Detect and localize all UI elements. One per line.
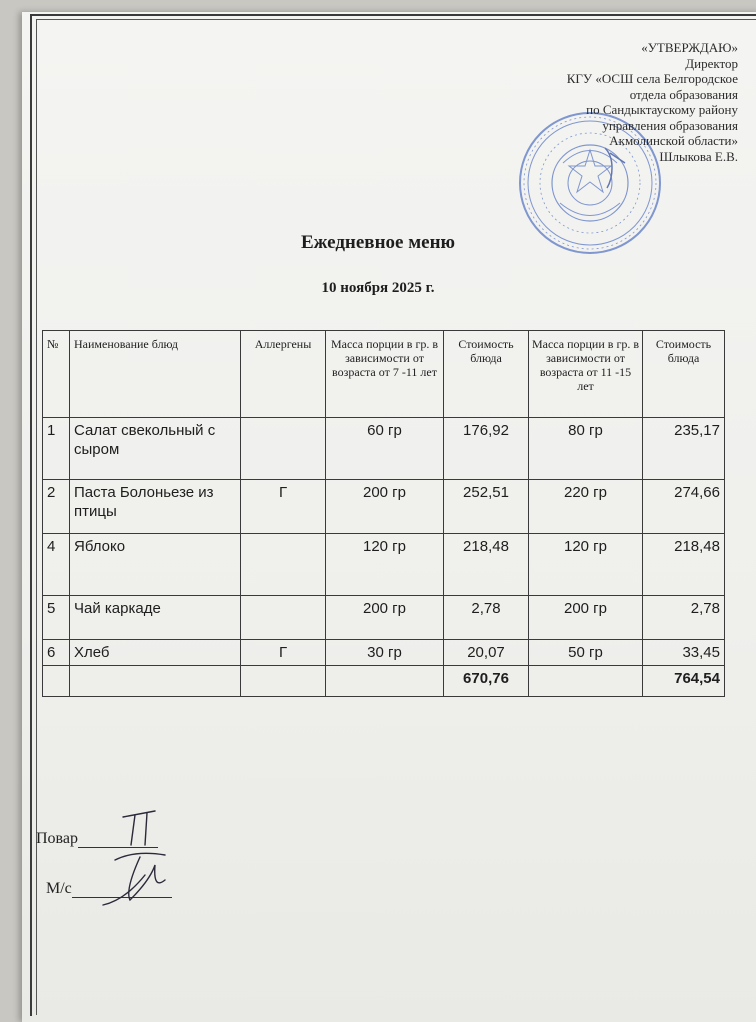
menu-table xyxy=(42,330,725,697)
cost-11-15: 274,66 xyxy=(643,480,725,534)
dish-name: Хлеб xyxy=(70,640,241,666)
cost-7-11: 252,51 xyxy=(444,480,529,534)
table-row xyxy=(43,640,725,666)
empty-cell xyxy=(529,666,643,697)
cook-label: Повар xyxy=(36,830,78,847)
header-allergens: Аллергены xyxy=(241,331,326,418)
approval-line: Акмолинской области» xyxy=(609,133,738,148)
table-row xyxy=(43,534,725,596)
approval-line: управления образования xyxy=(602,117,738,133)
handwritten-signature xyxy=(95,805,195,915)
totals-row xyxy=(43,666,725,697)
mass-11-15: 120 гр xyxy=(529,534,643,596)
row-num: 4 xyxy=(43,534,70,596)
menu-date: 10 ноября 2025 г. xyxy=(321,280,435,296)
row-num: 6 xyxy=(43,640,70,666)
approval-line: по Сандыктаускому району xyxy=(586,102,738,117)
cost-11-15: 235,17 xyxy=(643,418,725,480)
allergens xyxy=(241,596,326,640)
row-num: 5 xyxy=(43,596,70,640)
mass-11-15: 80 гр xyxy=(529,418,643,480)
mass-11-15: 220 гр xyxy=(529,480,643,534)
total-cost-11-15: 764,54 xyxy=(643,666,725,697)
table-header-row xyxy=(43,331,725,418)
mass-7-11: 120 гр xyxy=(326,534,444,596)
dish-name: Паста Болоньезе из птицы xyxy=(70,480,241,534)
allergens: Г xyxy=(241,480,326,534)
allergens xyxy=(241,534,326,596)
cost-7-11: 2,78 xyxy=(444,596,529,640)
cost-11-15: 218,48 xyxy=(643,534,725,596)
dish-name: Яблоко xyxy=(70,534,241,596)
header-num: № xyxy=(43,331,70,418)
cost-7-11: 176,92 xyxy=(444,418,529,480)
empty-cell xyxy=(70,666,241,697)
table-row xyxy=(43,418,725,480)
approval-line: Директор xyxy=(685,55,738,71)
allergens: Г xyxy=(241,640,326,666)
cost-11-15: 2,78 xyxy=(643,596,725,640)
allergens xyxy=(241,418,326,480)
header-dish-name: Наименование блюд xyxy=(70,331,241,418)
header-cost-11-15: Стоимость блюда xyxy=(643,331,725,418)
empty-cell xyxy=(326,666,444,697)
mass-11-15: 200 гр xyxy=(529,596,643,640)
total-cost-7-11: 670,76 xyxy=(444,666,529,697)
mass-7-11: 200 гр xyxy=(326,596,444,640)
table-row xyxy=(43,596,725,640)
mass-11-15: 50 гр xyxy=(529,640,643,666)
empty-cell xyxy=(43,666,70,697)
cost-11-15: 33,45 xyxy=(643,640,725,666)
dish-name: Чай каркаде xyxy=(70,596,241,640)
header-mass-11-15: Масса порции в гр. в зависимости от возраста от 11 -15 лет xyxy=(529,331,643,418)
dish-name: Салат свекольный с сыром xyxy=(70,418,241,480)
approval-line: КГУ «ОСШ села Белгородское xyxy=(566,71,738,86)
cost-7-11: 20,07 xyxy=(444,640,529,666)
mass-7-11: 30 гр xyxy=(326,640,444,666)
empty-cell xyxy=(241,666,326,697)
header-cost-7-11: Стоимость блюда xyxy=(444,331,529,418)
approval-line: «УТВЕРЖДАЮ» xyxy=(641,40,738,55)
header-mass-7-11: Масса порции в гр. в зависимости от возраста от 7 -11 лет xyxy=(326,331,444,418)
row-num: 1 xyxy=(43,418,70,480)
mass-7-11: 60 гр xyxy=(326,418,444,480)
cost-7-11: 218,48 xyxy=(444,534,529,596)
table-row xyxy=(43,480,725,534)
mass-7-11: 200 гр xyxy=(326,480,444,534)
approval-block xyxy=(458,40,738,164)
nurse-label: М/с xyxy=(46,880,72,897)
approval-line: Шлыкова Е.В. xyxy=(659,148,738,164)
row-num: 2 xyxy=(43,480,70,534)
approval-line: отдела образования xyxy=(629,86,738,102)
page-title: Ежедневное меню xyxy=(300,232,456,253)
